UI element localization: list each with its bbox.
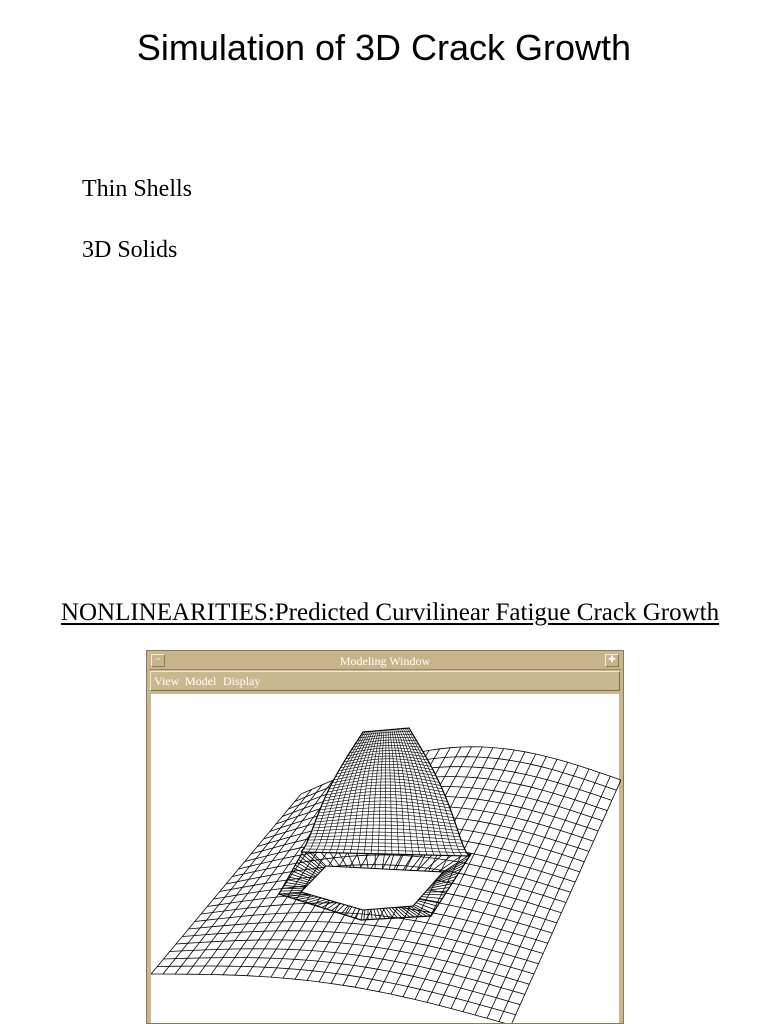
window-menu-icon[interactable]: ┄: [151, 654, 165, 667]
slide-title: Simulation of 3D Crack Growth: [136, 27, 632, 68]
crack-hole: [279, 846, 471, 920]
window-title: Modeling Window: [339, 654, 431, 668]
menu-bar: [150, 671, 620, 691]
wireframe-mesh: [151, 694, 621, 1024]
menu-model[interactable]: Model: [185, 674, 217, 688]
crack-flap-mesh: [301, 728, 469, 856]
bullet-3d-solids: 3D Solids: [82, 237, 178, 263]
move-icon[interactable]: ✚: [605, 654, 619, 667]
window-titlebar[interactable]: [149, 653, 621, 670]
bullet-thin-shells: Thin Shells: [82, 176, 193, 202]
model-viewport[interactable]: [151, 694, 619, 1023]
menu-view[interactable]: View: [154, 674, 180, 688]
modeling-window: [146, 650, 624, 1024]
section-heading: NONLINEARITIES:Predicted Curvilinear Fatigue Crack Growth: [60, 599, 720, 626]
menu-display[interactable]: Display: [223, 674, 261, 688]
